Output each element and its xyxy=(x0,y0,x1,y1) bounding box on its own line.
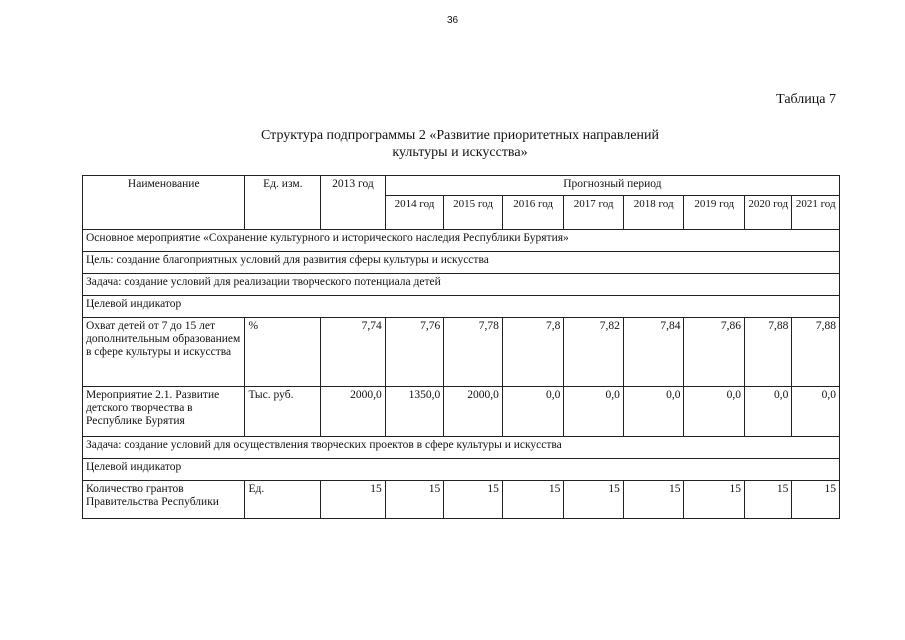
header-year: 2020 год xyxy=(745,196,792,230)
table-title xyxy=(200,127,720,161)
row-value: 7,78 xyxy=(444,318,503,387)
row-value: 0,0 xyxy=(502,387,564,437)
row-unit: Ед. xyxy=(245,481,321,519)
title-line-1: Структура подпрограммы 2 «Развитие приоритетных направлений xyxy=(261,128,659,143)
header-year: 2014 год xyxy=(385,196,444,230)
row-value: 15 xyxy=(385,481,444,519)
header-year: 2015 год xyxy=(444,196,503,230)
row-value: 7,88 xyxy=(792,318,840,387)
indicator-row: Целевой индикатор xyxy=(83,296,840,318)
row-value: 15 xyxy=(684,481,745,519)
row-unit: % xyxy=(245,318,321,387)
row-value: 7,82 xyxy=(564,318,624,387)
task-row: Задача: создание условий для осуществления творческих проектов в сфере культуры и искусства xyxy=(83,437,840,459)
indicator-row: Целевой индикатор xyxy=(83,459,840,481)
task-row: Задача: создание условий для реализации творческого потенциала детей xyxy=(83,274,840,296)
row-value: 2000,0 xyxy=(444,387,503,437)
table-row xyxy=(83,387,840,437)
row-value: 15 xyxy=(444,481,503,519)
row-unit: Тыс. руб. xyxy=(245,387,321,437)
header-year: 2021 год xyxy=(792,196,840,230)
header-year: 2019 год xyxy=(684,196,745,230)
subprogram-structure-table xyxy=(82,175,840,519)
row-name: Количество грантов Правительства Республики xyxy=(83,481,245,519)
row-value: 15 xyxy=(792,481,840,519)
header-name: Наименование xyxy=(83,176,245,230)
row-value: 0,0 xyxy=(684,387,745,437)
table-row xyxy=(83,481,840,519)
row-value: 0,0 xyxy=(623,387,684,437)
header-year: 2017 год xyxy=(564,196,624,230)
row-name: Мероприятие 2.1. Развитие детского творчества в Республике Бурятия xyxy=(83,387,245,437)
header-base-year: 2013 год xyxy=(321,176,386,230)
main-activity-row: Основное мероприятие «Сохранение культурного и исторического наследия Республики Бурятия» xyxy=(83,230,840,252)
row-value: 0,0 xyxy=(745,387,792,437)
row-value: 15 xyxy=(745,481,792,519)
row-name: Охват детей от 7 до 15 лет дополнительным образованием в сфере культуры и искусства xyxy=(83,318,245,387)
header-unit: Ед. изм. xyxy=(245,176,321,230)
header-forecast: Прогнозный период xyxy=(385,176,839,196)
row-value: 15 xyxy=(564,481,624,519)
row-value: 0,0 xyxy=(564,387,624,437)
row-value: 0,0 xyxy=(792,387,840,437)
table-row xyxy=(83,318,840,387)
row-value: 7,76 xyxy=(385,318,444,387)
goal-row: Цель: создание благоприятных условий для развития сферы культуры и искусства xyxy=(83,252,840,274)
row-value: 15 xyxy=(623,481,684,519)
row-value: 7,86 xyxy=(684,318,745,387)
header-year: 2018 год xyxy=(623,196,684,230)
header-year: 2016 год xyxy=(502,196,564,230)
row-value: 2000,0 xyxy=(321,387,386,437)
row-value: 15 xyxy=(321,481,386,519)
row-value: 15 xyxy=(502,481,564,519)
page-number: 36 xyxy=(446,15,459,26)
table-label: Таблица 7 xyxy=(776,92,836,107)
title-line-2: культуры и искусства» xyxy=(392,145,528,160)
row-value: 7,84 xyxy=(623,318,684,387)
row-value: 7,8 xyxy=(502,318,564,387)
row-value: 7,88 xyxy=(745,318,792,387)
row-value: 7,74 xyxy=(321,318,386,387)
row-value: 1350,0 xyxy=(385,387,444,437)
